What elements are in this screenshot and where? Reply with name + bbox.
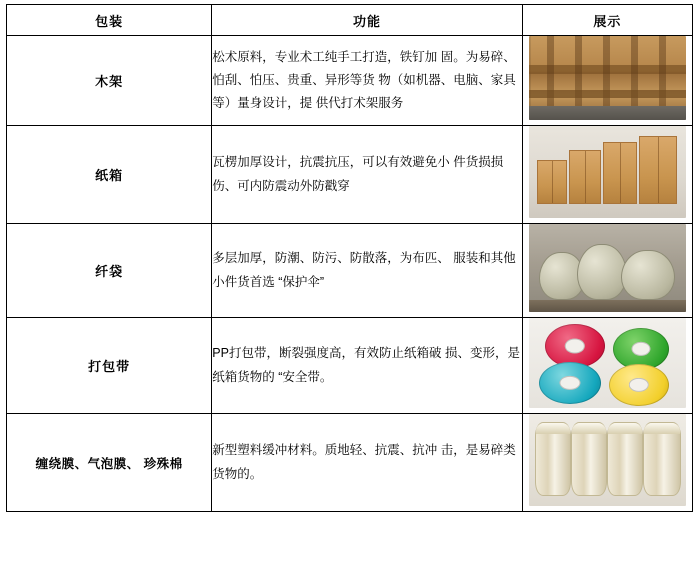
packaging-function: 瓦楞加厚设计，抗震抗压，可以有效避免小 件货损损伤、可内防震动外防戳穿 — [212, 126, 522, 224]
packaging-name: 木架 — [7, 36, 212, 126]
wooden-crate-photo — [529, 36, 686, 120]
packaging-name: 打包带 — [7, 318, 212, 414]
packaging-function: PP打包带，断裂强度高，有效防止纸箱破 损、变形，是纸箱货物的 “安全带。 — [212, 318, 522, 414]
packaging-table — [6, 4, 693, 512]
packaging-name: 纸箱 — [7, 126, 212, 224]
stretch-film-rolls-photo — [529, 414, 686, 506]
column-header-display: 展示 — [522, 5, 692, 36]
packaging-display — [522, 224, 692, 318]
packaging-function: 多层加厚，防潮、防污、防散落，为布匹、 服装和其他小件货首选 “保护伞” — [212, 224, 522, 318]
packaging-display — [522, 126, 692, 224]
packaging-name: 纤袋 — [7, 224, 212, 318]
table-row — [7, 224, 693, 318]
table-row — [7, 126, 693, 224]
table-header-row — [7, 5, 693, 36]
packaging-display — [522, 318, 692, 414]
carton-boxes-photo — [529, 126, 686, 218]
table-row — [7, 318, 693, 414]
packaging-function: 新型塑料缓冲材料。质地轻、抗震、抗冲 击，是易碎类货物的。 — [212, 414, 522, 512]
packaging-function: 松术原料，专业术工纯手工打造，铁钉加 固。为易碎、怕刮、怕压、贵重、异形等货 物（如机器、电脑、家具等）量身设计，提 供代打术架服务 — [212, 36, 522, 126]
table-row — [7, 36, 693, 126]
woven-bags-photo — [529, 224, 686, 312]
column-header-function: 功能 — [212, 5, 522, 36]
packaging-display — [522, 414, 692, 512]
packaging-display — [522, 36, 692, 126]
strapping-reels-photo — [529, 318, 686, 408]
packaging-name: 缠绕膜、气泡膜、 珍殊棉 — [7, 414, 212, 512]
column-header-packaging: 包装 — [7, 5, 212, 36]
table-row — [7, 414, 693, 512]
